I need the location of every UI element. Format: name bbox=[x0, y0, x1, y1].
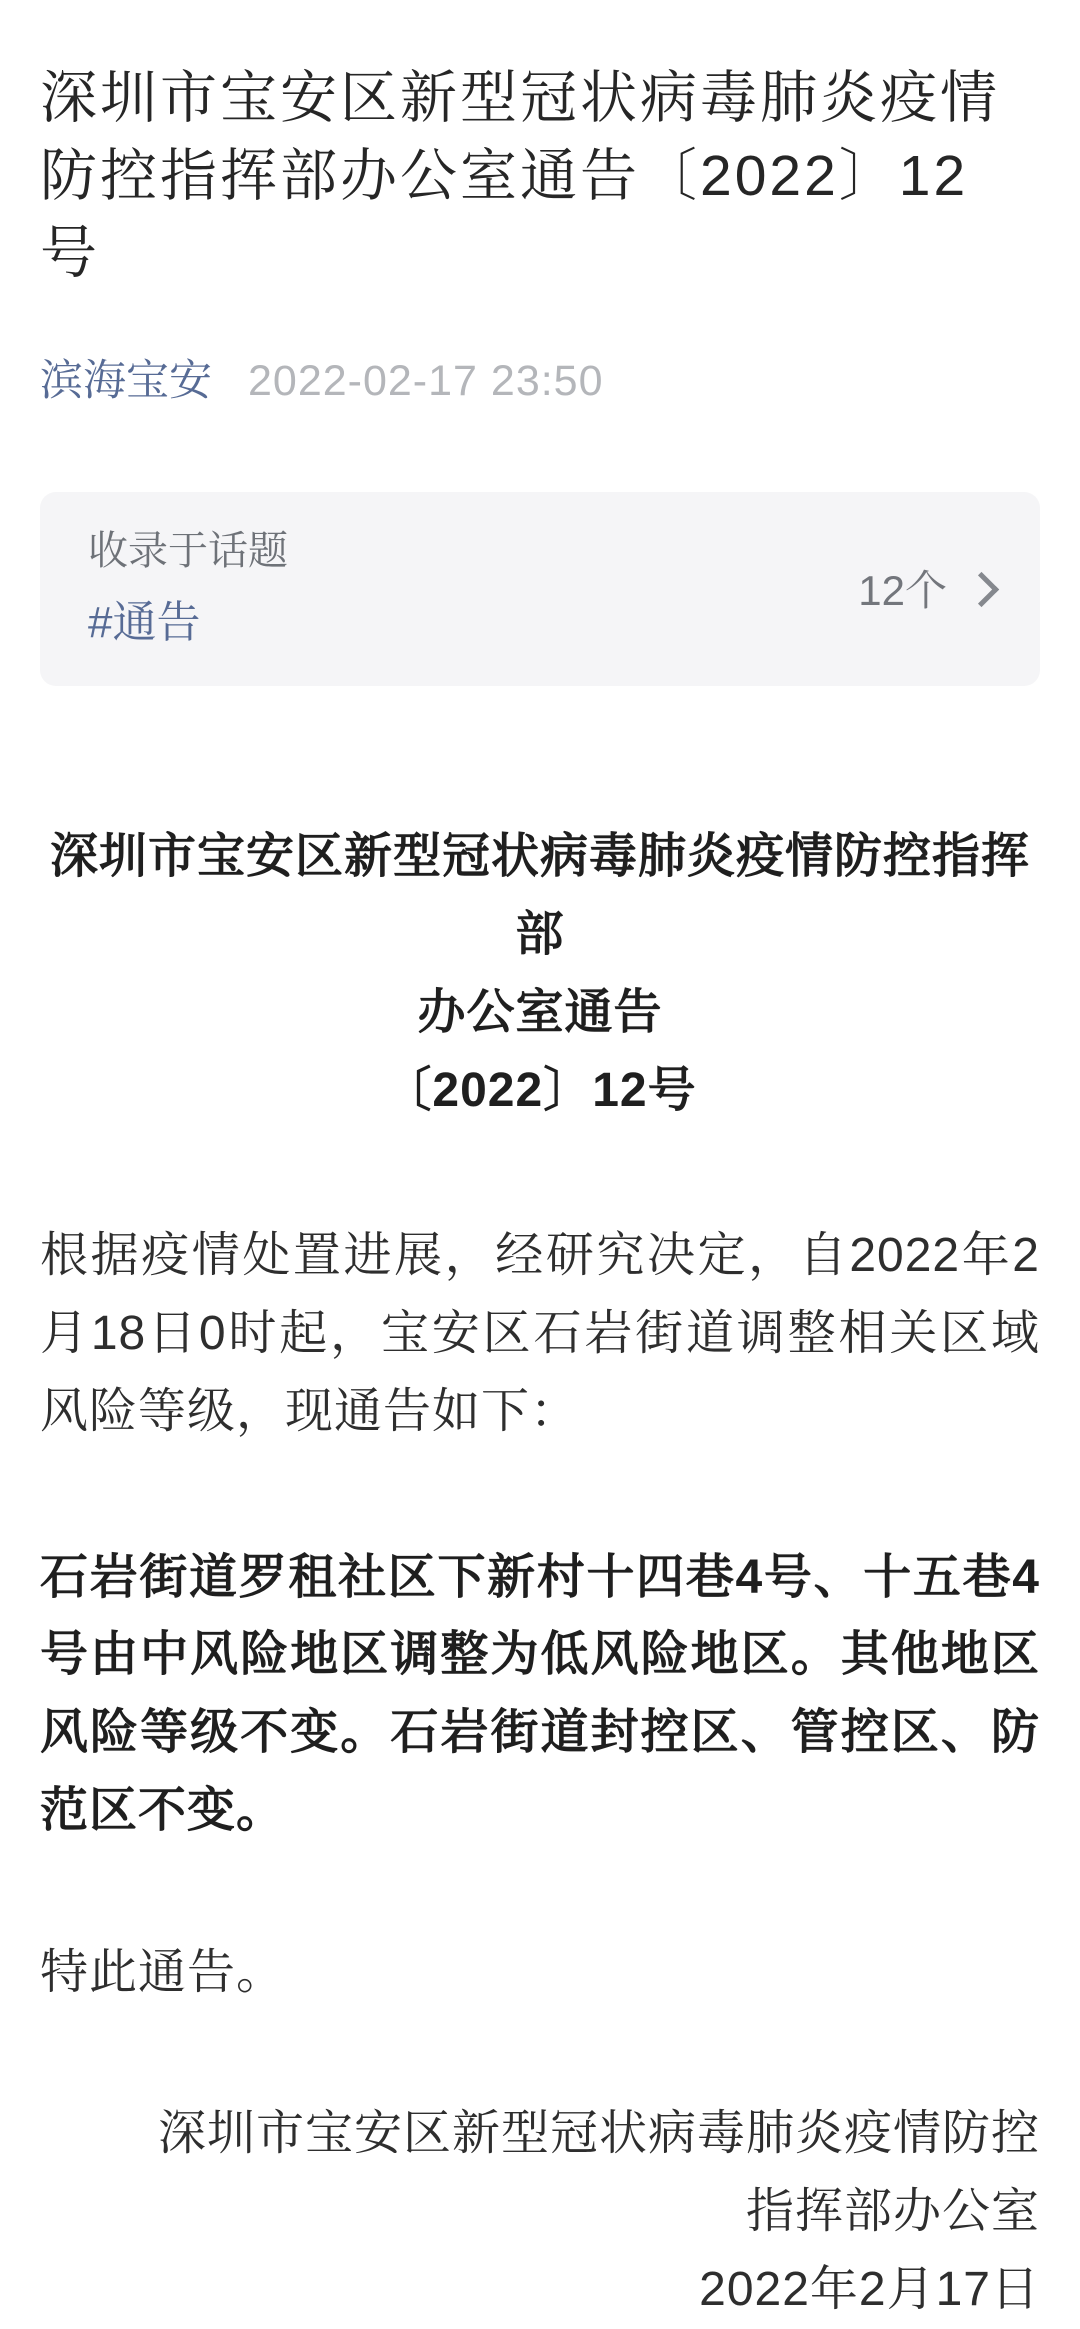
title-line: 号 bbox=[40, 221, 100, 286]
byline-row bbox=[40, 347, 1040, 408]
topic-tag-link[interactable]: #通告 bbox=[88, 597, 201, 647]
publish-timestamp: 2022-02-17 23:50 bbox=[248, 356, 604, 405]
topic-label: 收录于话题 bbox=[88, 528, 288, 573]
notice-heading-line: 〔2022〕12号 bbox=[383, 1063, 697, 1117]
signature-org-line: 指挥部办公室 bbox=[745, 2185, 1040, 2239]
paragraph-intro: 根据疫情处置进展，经研究决定，自2022年2月18日0时起，宝安区石岩街道调整相关区域风险等级，现通告如下： bbox=[40, 1229, 1040, 1438]
topic-count-group[interactable] bbox=[858, 558, 994, 618]
title-line: 防控指挥部办公室通告〔2022〕12 bbox=[40, 143, 969, 208]
account-name-link[interactable]: 滨海宝安 bbox=[40, 356, 212, 405]
notice-heading-line: 办公室通告 bbox=[417, 985, 663, 1039]
title-line: 深圳市宝安区新型冠状病毒肺炎疫情 bbox=[40, 66, 1000, 131]
signature-org-line: 深圳市宝安区新型冠状病毒肺炎疫情防控 bbox=[157, 2107, 1040, 2161]
topic-card[interactable] bbox=[40, 492, 1040, 687]
notice-heading bbox=[40, 818, 1040, 1129]
topic-count: 12个 bbox=[858, 567, 947, 615]
signature-date: 2022年2月17日 bbox=[699, 2262, 1040, 2316]
paragraph-closing: 特此通告。 bbox=[40, 1945, 286, 1999]
page-title bbox=[40, 60, 1040, 293]
chevron-right-icon bbox=[964, 571, 999, 606]
signature-block bbox=[40, 2095, 1040, 2328]
topic-info bbox=[88, 528, 288, 649]
notice-heading-line: 深圳市宝安区新型冠状病毒肺炎疫情防控指挥部 bbox=[49, 830, 1030, 962]
article-content bbox=[40, 818, 1040, 2328]
paragraph-main: 石岩街道罗租社区下新村十四巷4号、十五巷4号由中风险地区调整为低风险地区。其他地区风险等级不变。石岩街道封控区、管控区、防范区不变。 bbox=[40, 1550, 1040, 1837]
